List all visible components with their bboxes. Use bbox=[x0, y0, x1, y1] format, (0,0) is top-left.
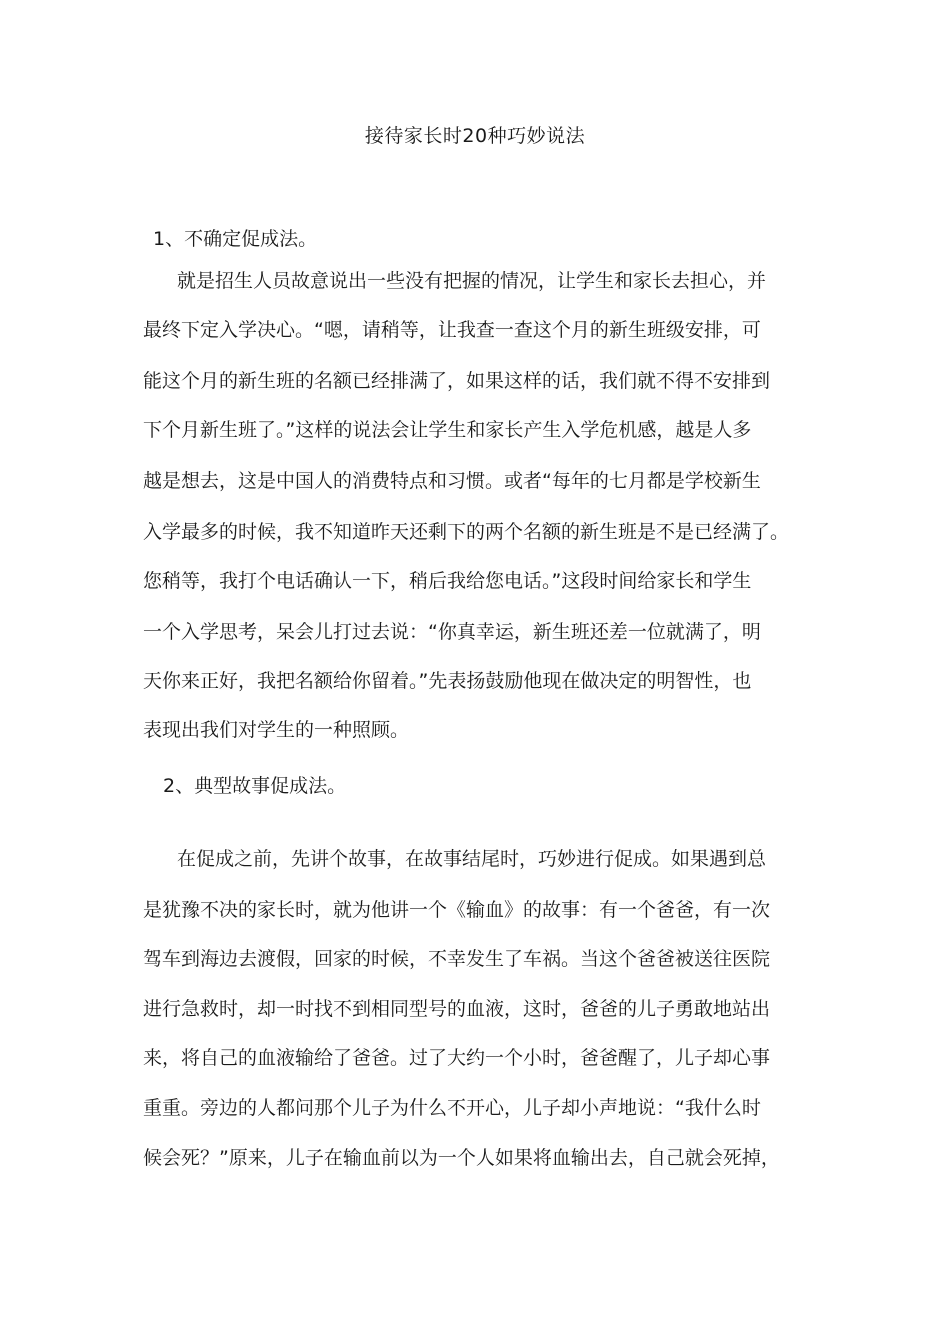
section-2-heading: 2、典型故事促成法。 bbox=[163, 775, 347, 797]
section-1-line: 下个月新生班了。”这样的说法会让学生和家长产生入学危机感，越是人多 bbox=[143, 419, 752, 441]
section-1-line: 最终下定入学决心。“嗯，请稍等，让我查一查这个月的新生班级安排，可 bbox=[143, 319, 761, 341]
section-2-line: 是犹豫不决的家长时，就为他讲一个《输血》的故事：有一个爸爸，有一次 bbox=[143, 899, 771, 921]
document-title: 接待家长时20种巧妙说法 bbox=[364, 125, 586, 147]
section-2-line: 重重。旁边的人都问那个儿子为什么不开心，儿子却小声地说：“我什么时 bbox=[143, 1097, 761, 1119]
section-1-line: 越是想去，这是中国人的消费特点和习惯。或者“每年的七月都是学校新生 bbox=[143, 470, 761, 492]
section-2-line: 驾车到海边去渡假，回家的时候，不幸发生了车祸。当这个爸爸被送往医院 bbox=[143, 948, 771, 970]
section-1-line: 入学最多的时候，我不知道昨天还剩下的两个名额的新生班是不是已经满了。 bbox=[143, 521, 790, 543]
section-1-heading: 1、不确定促成法。 bbox=[153, 228, 318, 250]
section-2-line: 在促成之前，先讲个故事，在故事结尾时，巧妙进行促成。如果遇到总 bbox=[177, 848, 767, 870]
section-1-line: 就是招生人员故意说出一些没有把握的情况，让学生和家长去担心，并 bbox=[177, 270, 767, 292]
section-1-line: 一个入学思考，呆会儿打过去说：“你真幸运，新生班还差一位就满了，明 bbox=[143, 621, 761, 643]
section-1-line: 能这个月的新生班的名额已经排满了，如果这样的话，我们就不得不安排到 bbox=[143, 370, 771, 392]
section-1-line: 天你来正好，我把名额给你留着。”先表扬鼓励他现在做决定的明智性，也 bbox=[143, 670, 752, 692]
section-2-line: 进行急救时，却一时找不到相同型号的血液，这时，爸爸的儿子勇敢地站出 bbox=[143, 998, 771, 1020]
section-2-line: 候会死？”原来，儿子在输血前以为一个人如果将血输出去，自己就会死掉， bbox=[143, 1147, 780, 1169]
section-2-line: 来，将自己的血液输给了爸爸。过了大约一个小时，爸爸醒了，儿子却心事 bbox=[143, 1047, 771, 1069]
section-1-line: 表现出我们对学生的一种照顾。 bbox=[143, 719, 410, 741]
section-1-line: 您稍等，我打个电话确认一下，稍后我给您电话。”这段时间给家长和学生 bbox=[143, 570, 752, 592]
